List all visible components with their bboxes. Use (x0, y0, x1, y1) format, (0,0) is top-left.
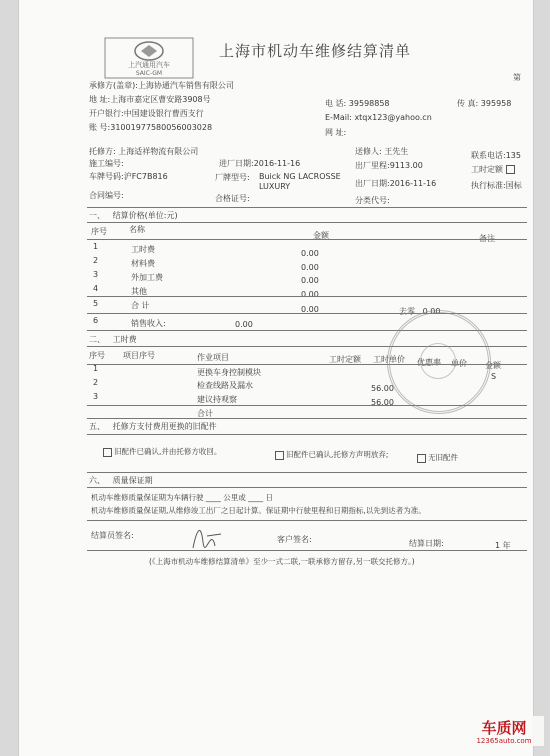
svg-text:上汽通用汽车: 上汽通用汽车 (128, 61, 170, 69)
sender-field: 送修人: 王先生 (355, 147, 409, 156)
contact-phone-field: 联系电话:135 (471, 151, 521, 160)
section-warranty-heading: 六、 质量保证期 (89, 476, 153, 485)
labor-total-label: 合计 (197, 409, 213, 418)
work-order-field: 施工编号: (89, 159, 124, 168)
model-value: Buick NG LACROSSE LUXURY (259, 172, 341, 191)
repairer-account: 账 号:31001977580056003028 (89, 123, 213, 132)
category-field: 分类代号: (355, 196, 390, 205)
footer-note: (《上海市机动车维修结算清单》至少一式二联,一联承修方留存,另一联交托修方。) (149, 557, 415, 566)
contract-field: 合同编号: (89, 191, 124, 200)
settlement-document: 上汽通用汽车 SAIC-GM 上海市机动车维修结算清单 第 承修方(盖章):上海协通汽车销售有限公司 地 址:上海市嘉定区曹安路3908号 开户银行:中国建设银行曹西支行 账 号:31001977580056003028 电 话: 39598858 传 真: 395958 E-Mail: xtqx123@yahoo.cn 网 址: 托修方: 上海适祥物流有限公司 送修人: 王先生 联系电话:135 施工编号: 进厂日期:2016-11-16 出厂里程:9113.00 工时定额 车牌号码:沪FC7B816 厂牌型号: Buick NG LACROSSE LUXURY 出厂日期:2016-11-16 执行标准:国标 合同编号: 合格证号: 分类代号: 一、 结算价格(单位:元) 序号 名称 金额 备注 1 工时费 0.00 2 材料费 0.00 3 外加工费 0.00 4 其他 0.00 5 合 计 0.00 去零 0.00 6 销售收入: 0.00 二、 工时费 序号 项目序号 作业项目 工时定额 工时单价 优惠率 单价 金额 1 更换车身控制模块 S 2 检查线路及漏水 56.00 3 建议持观察 56.00 合计 五、 托修方支付费用更换的旧配件 旧配件已确认,并由托修方收回。 旧配件已确认,托修方声明放弃; 无旧配件 六、 质量保证期 机动车维修质量保证期为车辆行驶 ____ 公里或 ____ 日 机动车维修质量保证期,从维修竣工出厂之日起计算。保证期中行驶里程和日期指标,以先到达者为准。 结算员签名: 客户签名: 结算日期: 1 年 (《上海市机动车维修结算清单》至少一式二联,一联承修方留存,另一联交托修方。) (18, 0, 534, 756)
section-labor-heading: 二、 工时费 (89, 335, 137, 344)
exit-mileage-field: 出厂里程:9113.00 (355, 161, 423, 170)
client-field: 托修方: 上海适祥物流有限公司 (89, 147, 199, 156)
saic-gm-logo (103, 36, 195, 80)
cert-field: 合格证号: (215, 194, 250, 203)
parts-option-waived[interactable]: 旧配件已确认,托修方声明放弃; (275, 449, 388, 460)
checkbox[interactable] (417, 454, 426, 463)
checkbox[interactable] (506, 165, 515, 174)
settle-date-label: 结算日期: (409, 539, 444, 548)
document-title: 上海市机动车维修结算清单 (219, 42, 412, 60)
col-header-amount: 金额 (313, 231, 329, 240)
repairer-email: E-Mail: xtqx123@yahoo.cn (325, 113, 432, 122)
checkbox[interactable] (103, 448, 112, 457)
plate-field: 车牌号码:沪FC7B816 (89, 172, 168, 181)
section-parts-heading: 五、 托修方支付费用更换的旧配件 (89, 422, 217, 431)
repairer-name: 承修方(盖章):上海协通汽车销售有限公司 (89, 81, 234, 90)
checkbox[interactable] (275, 451, 284, 460)
svg-text:SAIC-GM: SAIC-GM (135, 70, 163, 77)
chezhiwang-watermark (464, 716, 544, 750)
repairer-phone: 电 话: 39598858 (325, 99, 390, 108)
labor-quota-field: 工时定额 (471, 164, 517, 175)
svg-text:12365auto.com: 12365auto.com (476, 737, 532, 745)
warranty-terms-line1: 机动车维修质量保证期为车辆行驶 ____ 公里或 ____ 日 (91, 493, 274, 502)
col-header-note: 备注 (479, 234, 495, 243)
warranty-terms-line2: 机动车维修质量保证期,从维修竣工出厂之日起计算。保证期中行驶里程和日期指标,以先到达者为准。 (91, 506, 426, 515)
settle-date-value: 1 年 (495, 541, 511, 550)
watermark-logo (464, 716, 544, 746)
repairer-fax: 传 真: 395958 (457, 99, 512, 108)
handwritten-signature (187, 518, 227, 558)
settler-signature-label: 结算员签名: (91, 531, 134, 540)
repairer-address: 地 址:上海市嘉定区曹安路3908号 (89, 95, 211, 104)
page-number-label: 第 (513, 73, 521, 82)
col-header-no: 序号 (91, 227, 107, 236)
rounding-field: 去零 0.00 (399, 307, 441, 316)
parts-option-none[interactable]: 无旧配件 (417, 452, 458, 463)
col-header-name: 名称 (129, 225, 145, 234)
svg-text:车质网: 车质网 (481, 719, 527, 737)
standard-field: 执行标准:国标 (471, 181, 522, 190)
exit-date-field: 出厂日期:2016-11-16 (355, 179, 437, 188)
section-settlement-heading: 一、 结算价格(单位:元) (89, 211, 178, 220)
model-label: 厂牌型号: (215, 173, 250, 182)
repairer-bank: 开户银行:中国建设银行曹西支行 (89, 109, 204, 118)
customer-signature-label: 客户签名: (277, 535, 312, 544)
parts-option-returned[interactable]: 旧配件已确认,并由托修方收回。 (103, 446, 221, 457)
company-seal-stamp (387, 310, 491, 414)
entry-date-field: 进厂日期:2016-11-16 (219, 159, 301, 168)
repairer-website: 网 址: (325, 128, 347, 137)
